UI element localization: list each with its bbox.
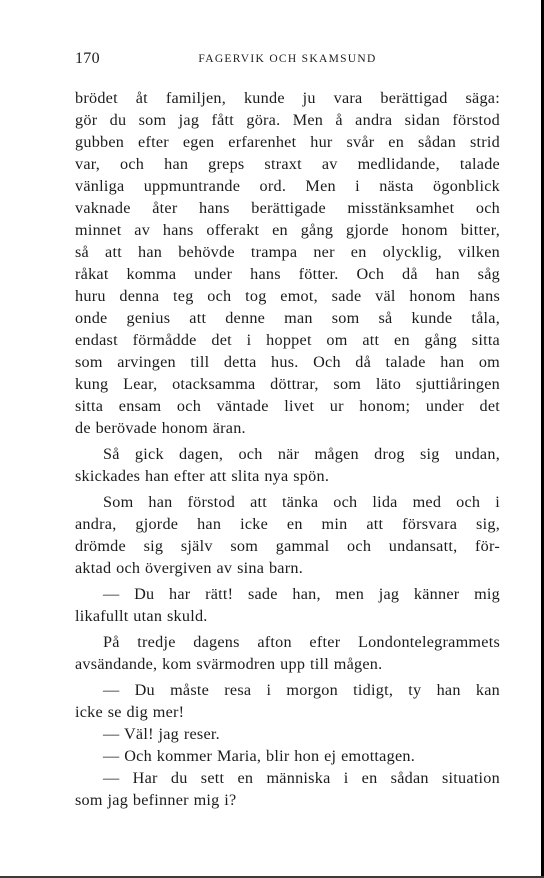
page-number: 170	[75, 50, 100, 67]
text-line: skickades han efter att slita nya spön.	[75, 467, 330, 485]
dialogue-paragraph	[75, 679, 500, 723]
text-line: gubben efter egen erfarenhet hur svår en sådan strid	[75, 133, 500, 151]
text-line: huru denna teg och tog emot, sade väl honom hans	[75, 287, 500, 305]
text-line: vänliga uppmuntrande ord. Men i nästa ögonblick	[75, 177, 500, 195]
text-line: gör du som jag fått göra. Men å andra sidan förstod	[75, 111, 500, 129]
text-line: — Har du sett en människa i en sådan situation	[103, 769, 500, 787]
dialogue-paragraph	[75, 767, 500, 811]
text-line: avsändande, kom svärmodren upp till mågen.	[75, 655, 383, 673]
text-line: — Väl! jag reser.	[103, 725, 220, 743]
text-line: brödet åt familjen, kunde ju vara berättigad säga:	[75, 89, 500, 107]
text-line: Som han förstod att tänka och lida med och i	[103, 493, 500, 511]
text-line: de berövade honom äran.	[75, 419, 246, 437]
text-line: råkat komma under hans fötter. Och då han såg	[75, 265, 500, 283]
text-line: onde genius att denne man som så kunde tåla,	[75, 309, 500, 327]
text-line: kung Lear, otacksamma döttrar, som läto sjuttiåringen	[75, 375, 500, 393]
text-line: aktad och övergiven av sina barn.	[75, 559, 304, 577]
body-text	[75, 87, 500, 811]
dialogue-paragraph	[75, 745, 500, 767]
dialogue-paragraph	[75, 583, 500, 627]
text-line: endast förmådde det i hoppet om att en gång sitta	[75, 331, 500, 349]
text-line: som jag befinner mig i?	[75, 791, 237, 809]
text-line: sitta ensam och väntade livet ur honom; under det	[75, 397, 500, 415]
dialogue-paragraph	[75, 723, 500, 745]
paragraph	[75, 443, 500, 487]
text-line: — Du måste resa i morgon tidigt, ty han kan	[103, 681, 500, 699]
text-line: var, och han greps straxt av medlidande, talade	[75, 155, 500, 173]
running-title: FAGERVIK OCH SKAMSUND	[198, 53, 377, 65]
text-line: likafullt utan skuld.	[75, 607, 208, 625]
text-line: På tredje dagens afton efter Londontelegrammets	[103, 633, 500, 651]
text-line: så att han behövde trampa ner en olycklig, vilken	[75, 243, 500, 261]
paragraph	[75, 491, 500, 579]
text-line: minnet av hans offerakt en gång gjorde honom bitter,	[75, 221, 500, 239]
text-line: andra, gjorde han icke en min att försvara sig,	[75, 515, 500, 533]
text-line: — Du har rätt! sade han, men jag känner mig	[103, 585, 500, 603]
text-line: drömde sig själv som gammal och undansatt, för-	[75, 537, 500, 555]
text-line: vaknade åter hans berättigade misstänksamhet och	[75, 199, 500, 217]
text-line: Så gick dagen, och när mågen drog sig undan,	[103, 445, 500, 463]
paragraph	[75, 631, 500, 675]
text-line: icke se dig mer!	[75, 703, 185, 721]
page-header	[75, 50, 500, 72]
paragraph-continued	[75, 87, 500, 439]
text-line: som arvingen till detta hus. Och då talade han om	[75, 353, 500, 371]
text-line: — Och kommer Maria, blir hon ej emottagen.	[103, 747, 416, 765]
